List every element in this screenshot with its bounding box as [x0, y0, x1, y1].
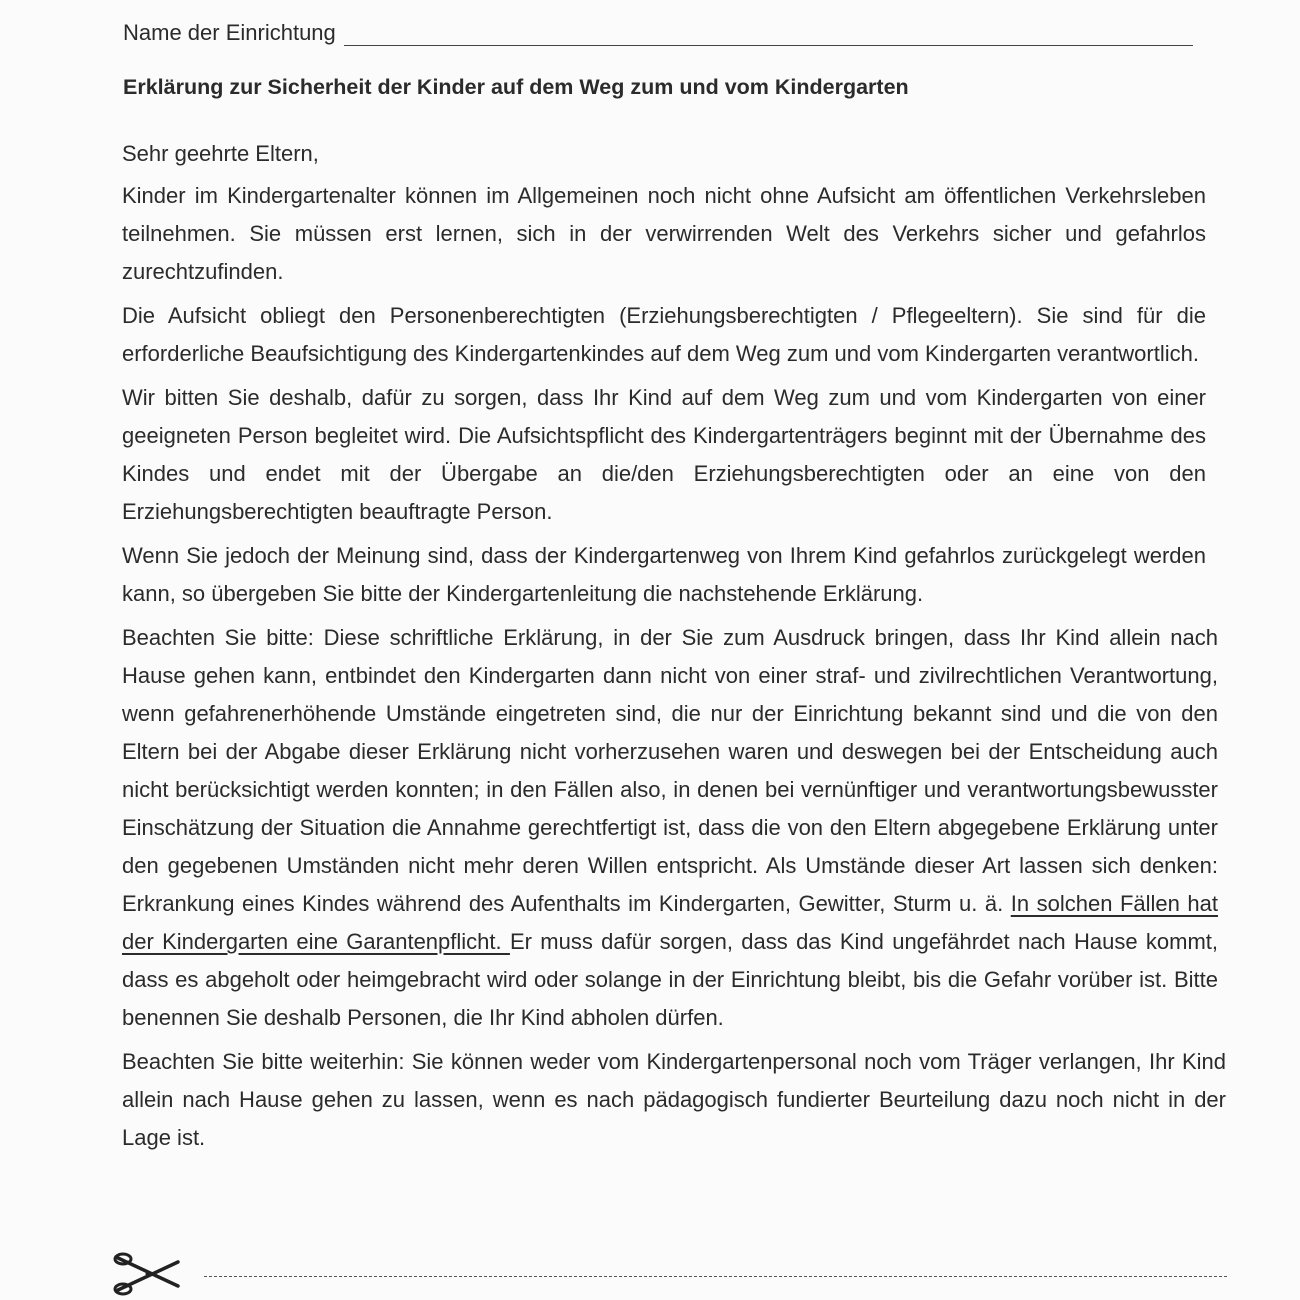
cut-dashed-line	[204, 1276, 1227, 1277]
facility-name-label: Name der Einrichtung	[123, 20, 336, 45]
guarantor-duty-underlined: In solchen Fällen hat der Kindergarten eine Garantenpflicht.	[122, 891, 1218, 954]
paragraph-escort-request: Wir bitten Sie deshalb, dafür zu sorgen, dass Ihr Kind auf dem Weg zum und vom Kindergarten von einer geeigneten Person begleitet wird. Die Aufsichtspflicht des Kindergartenträgers beginnt mit der Übernahme des Kindes und endet mit der Übergabe an die/den Erziehungsberechtigten oder an eine von den Erziehungsberechtigten beauftragte Person.	[122, 385, 1206, 524]
paragraph-liability-note	[122, 619, 1218, 1037]
paragraph-supervision-duty: Die Aufsicht obliegt den Personenberechtigten (Erziehungsberechtigten / Pflegeeltern). Sie sind für die erforderliche Beaufsichtigung des Kindergartenkindes auf dem Weg zum und vom Kindergarten verantwortlich.	[122, 303, 1206, 366]
document-title: Erklärung zur Sicherheit der Kinder auf dem Weg zum und vom Kindergarten	[123, 75, 909, 99]
cut-line	[112, 1252, 1227, 1296]
facility-name-blank	[344, 15, 1193, 46]
salutation: Sehr geehrte Eltern,	[122, 141, 319, 166]
facility-name-line	[123, 14, 1193, 52]
document-body	[122, 135, 1226, 1163]
liability-text-part2: Er muss dafür sorgen, dass das Kind ungefährdet nach Hause kommt, dass es abgeholt oder heimgebracht wird oder solange in der Einrichtung bleibt, bis die Gefahr vorüber ist. Bitte benennen Sie deshalb Personen, die Ihr Kind abholen dürfen.	[122, 929, 1218, 1030]
paragraph-declaration-note: Wenn Sie jedoch der Meinung sind, dass der Kindergartenweg von Ihrem Kind gefahrlos zurückgelegt werden kann, so übergeben Sie bitte der Kindergartenleitung die nachstehende Erklärung.	[122, 543, 1206, 606]
scissors-icon	[112, 1252, 184, 1296]
liability-text-part1: Beachten Sie bitte: Diese schriftliche Erklärung, in der Sie zum Ausdruck bringen, dass Ihr Kind allein nach Hause gehen kann, entbindet den Kindergarten dann nicht von einer straf- und zivilrechtlichen Verantwortung, wenn gefahrenerhöhende Umstände eingetreten sind, die nur der Einrichtung bekannt sind und die von den Eltern bei der Abgabe dieser Erklärung nicht vorherzusehen waren und deswegen bei der Entscheidung auch nicht berücksichtigt werden konnten; in den Fällen also, in denen bei vernünftiger und verantwortungsbewusster Einschätzung der Situation die Annahme gerechtfertigt ist, dass die von den Eltern abgegebene Erklärung unter den gegebenen Umständen nicht mehr deren Willen entspricht. Als Umstände dieser Art lassen sich denken: Erkrankung eines Kindes während des Aufenthalts im Kindergarten, Gewitter, Sturm u. ä.	[122, 625, 1218, 916]
paragraph-supervision-age: Kinder im Kindergartenalter können im Allgemeinen noch nicht ohne Aufsicht am öffentlichen Verkehrsleben teilnehmen. Sie müssen erst lernen, sich in der verwirrenden Welt des Verkehrs sicher und gefahrlos zurechtzufinden.	[122, 183, 1206, 284]
paragraph-further-note: Beachten Sie bitte weiterhin: Sie können weder vom Kindergartenpersonal noch vom Träger verlangen, Ihr Kind allein nach Hause gehen zu lassen, wenn es nach pädagogisch fundierter Beurteilung dazu noch nicht in der Lage ist.	[122, 1049, 1226, 1150]
